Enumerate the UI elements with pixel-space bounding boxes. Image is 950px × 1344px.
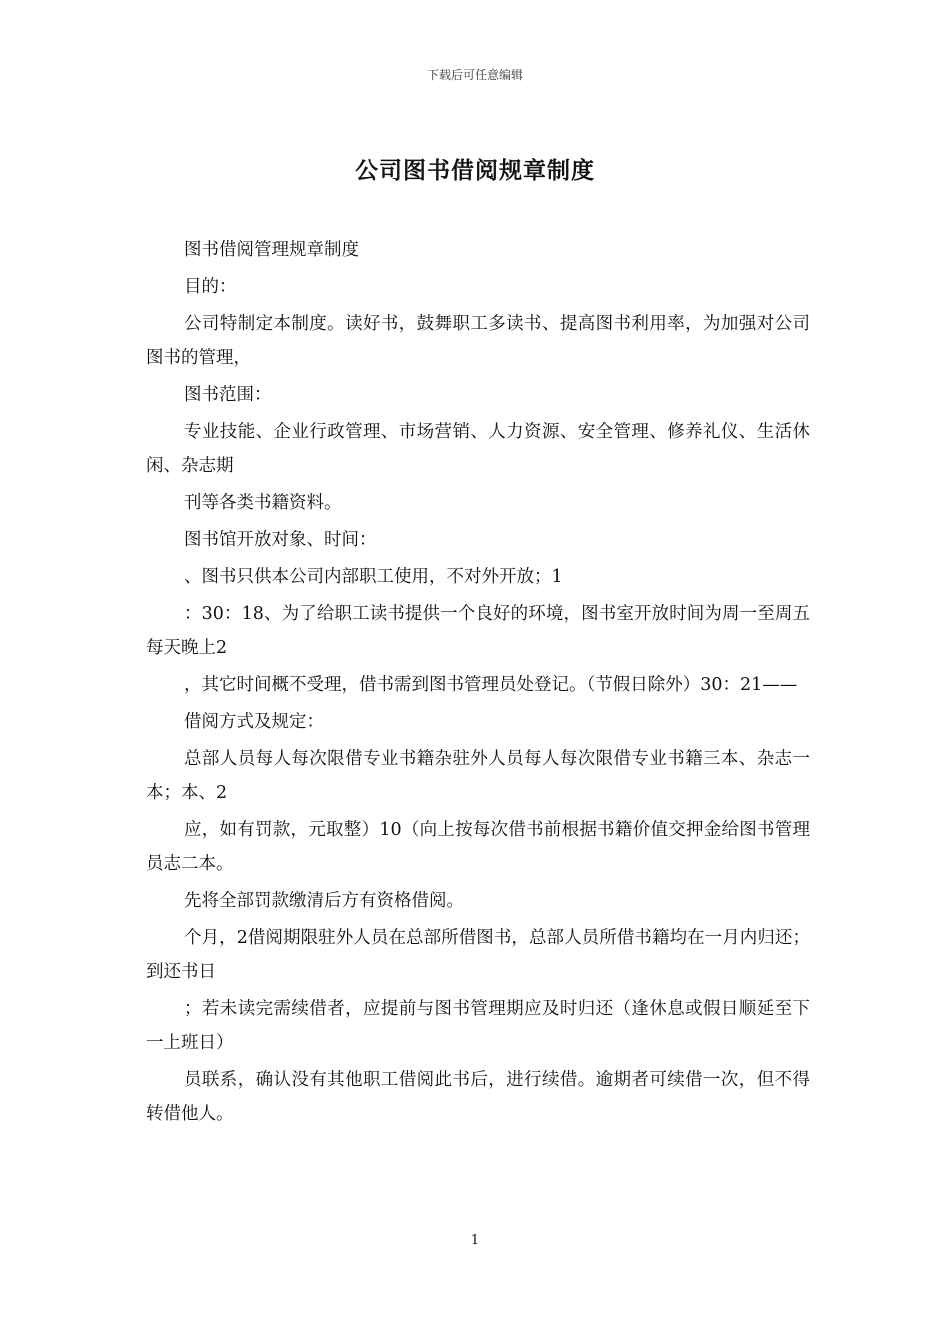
paragraph: 员联系，确认没有其他职工借阅此书后，进行续借。逾期者可续借一次，但不得转借他人。: [146, 1070, 810, 1124]
paragraph: 图书馆开放对象、时间：: [184, 530, 377, 550]
paragraph: ：30：18、为了给职工读书提供一个良好的环境，图书室开放时间为周一至周五每天晚上2: [146, 604, 810, 658]
page-header-note: 下载后可任意编辑: [426, 68, 523, 82]
paragraph: 个月，2借阅期限驻外人员在总部所借图书，总部人员所借书籍均在一月内归还；到还书日: [146, 928, 810, 982]
paragraph: 刊等各类书籍资料。: [184, 493, 342, 513]
paragraph: 公司特制定本制度。读好书，鼓舞职工多读书、提高图书利用率，为加强对公司图书的管理，: [146, 314, 810, 368]
document-title: 公司图书借阅规章制度: [355, 157, 595, 184]
paragraph: 借阅方式及规定：: [184, 712, 324, 732]
paragraph: 先将全部罚款缴清后方有资格借阅。: [184, 891, 464, 911]
paragraph: 图书借阅管理规章制度: [184, 240, 359, 260]
paragraph: 专业技能、企业行政管理、市场营销、人力资源、安全管理、修养礼仪、生活休闲、杂志期: [146, 422, 810, 476]
paragraph: 目的：: [184, 277, 237, 297]
document-body: [146, 233, 810, 1134]
paragraph: 、图书只供本公司内部职工使用，不对外开放；1: [184, 567, 563, 587]
paragraph: 总部人员每人每次限借专业书籍杂驻外人员每人每次限借专业书籍三本、杂志一本；本、2: [146, 749, 810, 803]
paragraph: 图书范围：: [184, 385, 272, 405]
page-number: 1: [470, 1233, 480, 1248]
paragraph: ；若未读完需续借者，应提前与图书管理期应及时归还（逢休息或假日顺延至下一上班日）: [146, 999, 810, 1053]
paragraph: ，其它时间概不受理，借书需到图书管理员处登记。（节假日除外）30：21——: [184, 675, 798, 695]
paragraph: 应，如有罚款，元取整）10（向上按每次借书前根据书籍价值交押金给图书管理员志二本。: [146, 820, 810, 874]
